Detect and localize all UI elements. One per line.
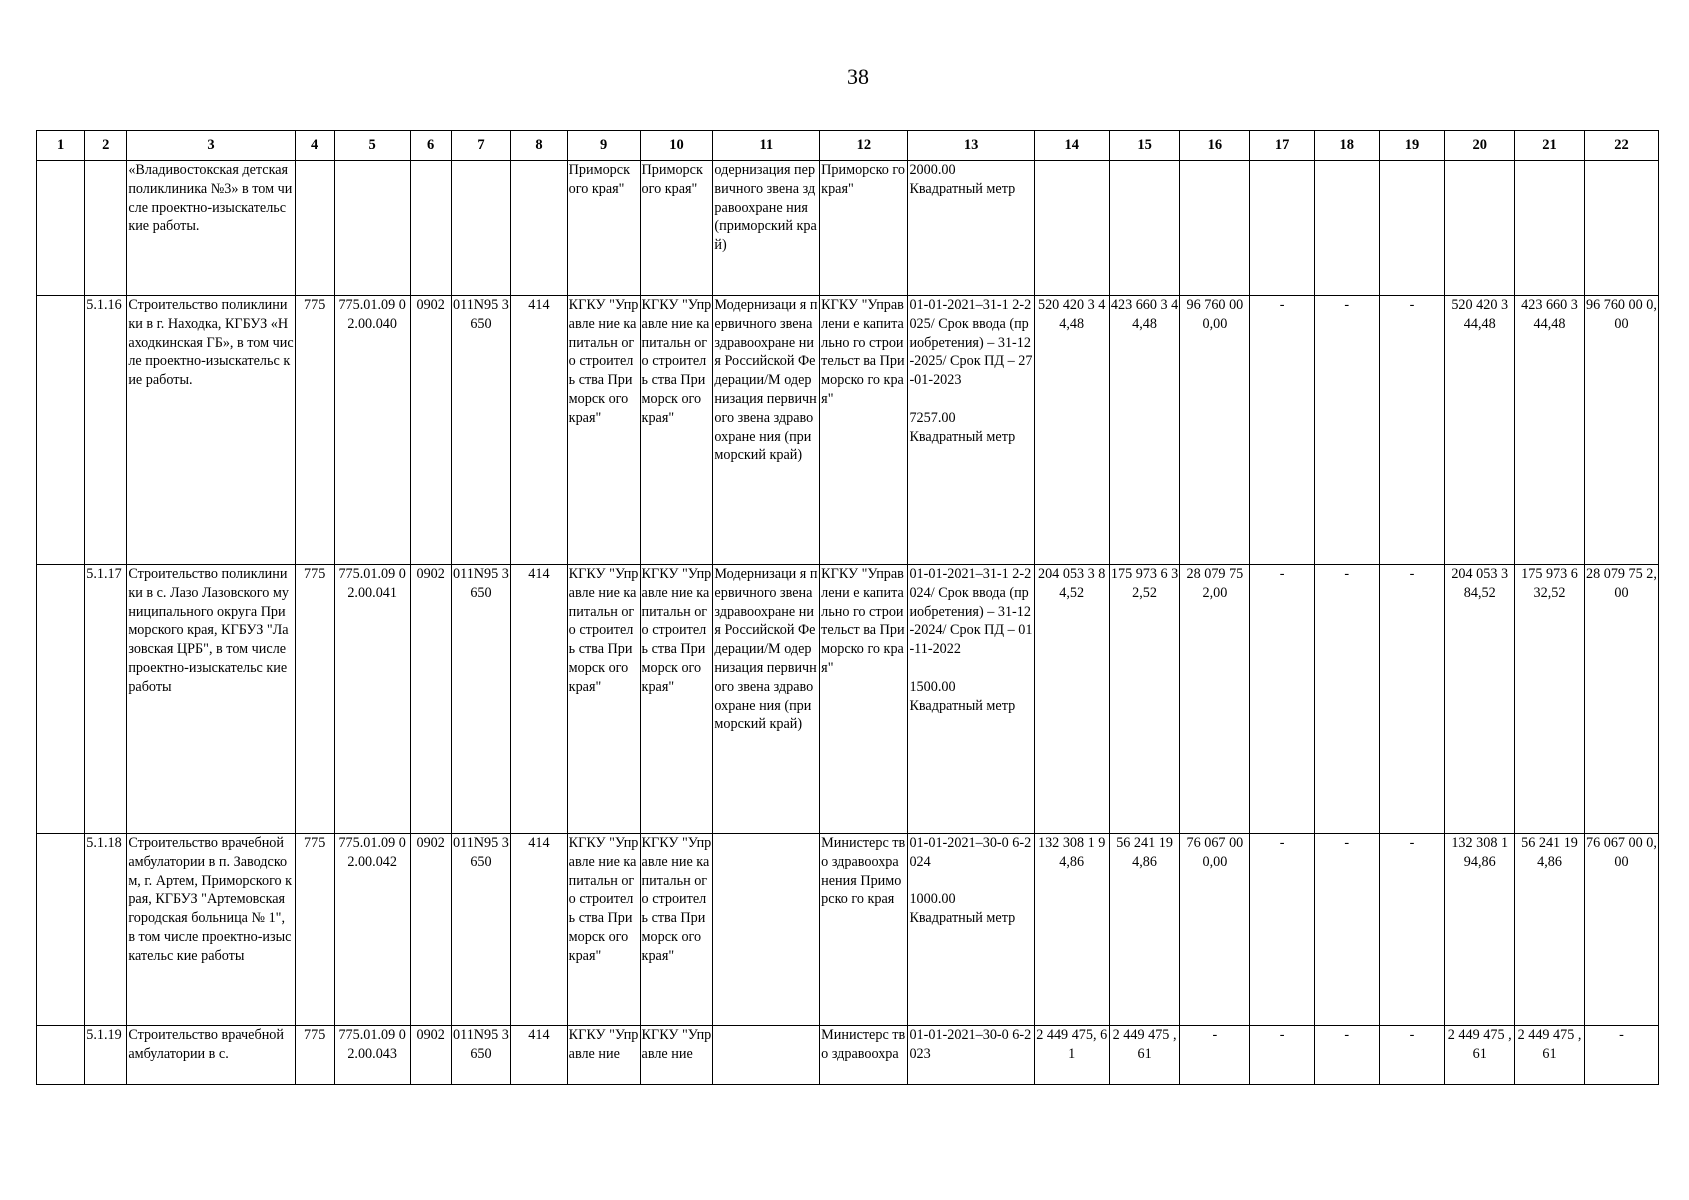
table-cell: - (1314, 1026, 1379, 1085)
table-cell: 96 760 00 0,00 (1584, 296, 1658, 565)
table-cell: «Владивостокская детская поликлиника №3» в том числе проектно-изыскательс кие работы. (127, 161, 295, 296)
table-row (37, 296, 1659, 565)
table-cell: - (1180, 1026, 1250, 1085)
column-header-19: 19 (1379, 131, 1445, 161)
column-header-15: 15 (1109, 131, 1180, 161)
table-cell: 520 420 3 44,48 (1445, 296, 1515, 565)
table-cell: КГКУ "Управле ние капитальн ого строитель ства Приморск ого края" (567, 565, 640, 834)
table-cell: Приморск ого края" (567, 161, 640, 296)
table-cell (1034, 161, 1109, 296)
table-cell: Строительство поликлиники в г. Находка, КГБУЗ «Находкинская ГБ», в том числе проектно-изыскательс кие работы. (127, 296, 295, 565)
table-cell: 414 (511, 834, 567, 1026)
column-header-5: 5 (334, 131, 410, 161)
table-cell (37, 296, 85, 565)
table-cell: 2 449 475, 61 (1034, 1026, 1109, 1085)
table-cell: КГКУ "Управле ние капитальн ого строитель ства Приморск ого края" (640, 296, 713, 565)
table-cell: 28 079 75 2,00 (1584, 565, 1658, 834)
table-cell: КГКУ "Управле ние капитальн ого строитель ства Приморск ого края" (567, 296, 640, 565)
table-cell: 01-01-2021–31-1 2-2025/ Срок ввода (приобретения) – 31-12-2025/ Срок ПД – 27-01-2023 7257.00 Квадратный метр (908, 296, 1034, 565)
table-cell: 2000.00 Квадратный метр (908, 161, 1034, 296)
table-cell: КГКУ "Управле ние капитальн ого строитель ства Приморск ого края" (567, 834, 640, 1026)
table-cell: 011N95 3650 (451, 565, 511, 834)
table-cell: 204 053 3 84,52 (1445, 565, 1515, 834)
column-header-17: 17 (1250, 131, 1315, 161)
column-header-18: 18 (1314, 131, 1379, 161)
column-header-9: 9 (567, 131, 640, 161)
table-cell (1445, 161, 1515, 296)
table-cell: - (1314, 296, 1379, 565)
table-cell (1180, 161, 1250, 296)
table-cell (85, 161, 127, 296)
table-cell: 011N95 3650 (451, 834, 511, 1026)
column-header-14: 14 (1034, 131, 1109, 161)
budget-table (36, 130, 1659, 1085)
table-cell: 775 (295, 834, 334, 1026)
table-cell: 011N95 3650 (451, 1026, 511, 1085)
table-cell: 01-01-2021–30-0 6-2024 1000.00 Квадратный метр (908, 834, 1034, 1026)
table-cell: - (1250, 565, 1315, 834)
table-cell: одернизация первичного звена здравоохране ния (приморский край) (713, 161, 820, 296)
table-cell (1109, 161, 1180, 296)
column-header-11: 11 (713, 131, 820, 161)
table-cell: КГКУ "Управле ние капитальн ого строитель ства Приморск ого края" (640, 565, 713, 834)
column-header-22: 22 (1584, 131, 1658, 161)
table-cell: 132 308 1 94,86 (1445, 834, 1515, 1026)
table-cell: 423 660 3 44,48 (1109, 296, 1180, 565)
table-cell (334, 161, 410, 296)
table-cell: 56 241 19 4,86 (1515, 834, 1585, 1026)
table-row (37, 1026, 1659, 1085)
table-cell: 76 067 00 0,00 (1180, 834, 1250, 1026)
table-cell: 414 (511, 1026, 567, 1085)
table-cell: Министерс тво здравоохра (820, 1026, 908, 1085)
column-header-8: 8 (511, 131, 567, 161)
table-cell (1584, 161, 1658, 296)
table-cell: 011N95 3650 (451, 296, 511, 565)
table-cell: Строительство врачебной амбулатории в п. Заводском, г. Артем, Приморского края, КГБУЗ "Артемовская городская больница № 1", в том числе проектно-изыскательс кие работы (127, 834, 295, 1026)
table-cell (295, 161, 334, 296)
table-cell: 775.01.09 02.00.042 (334, 834, 410, 1026)
table-cell (37, 161, 85, 296)
table-cell: 775 (295, 1026, 334, 1085)
table-cell: 5.1.16 (85, 296, 127, 565)
header-row (37, 131, 1659, 161)
table-cell: - (1250, 296, 1315, 565)
table-row (37, 834, 1659, 1026)
table-cell: 28 079 75 2,00 (1180, 565, 1250, 834)
table-cell: - (1250, 834, 1315, 1026)
table-cell: - (1379, 834, 1445, 1026)
table-cell: 5.1.17 (85, 565, 127, 834)
table-cell: Приморск ого края" (640, 161, 713, 296)
table-cell: 775.01.09 02.00.043 (334, 1026, 410, 1085)
column-header-10: 10 (640, 131, 713, 161)
table-cell: 414 (511, 296, 567, 565)
table-cell (713, 834, 820, 1026)
table-cell: 2 449 475 ,61 (1445, 1026, 1515, 1085)
table-cell: 76 067 00 0,00 (1584, 834, 1658, 1026)
table-cell: Модернизаци я первичного звена здравоохране ния Российской Федерации/М одернизация первичного звена здравоохране ния (приморский край) (713, 565, 820, 834)
table-cell: 0902 (410, 296, 451, 565)
table-cell: - (1314, 834, 1379, 1026)
table-cell: 0902 (410, 834, 451, 1026)
table-cell: 56 241 19 4,86 (1109, 834, 1180, 1026)
table-cell: 775.01.09 02.00.041 (334, 565, 410, 834)
column-header-7: 7 (451, 131, 511, 161)
table-row (37, 565, 1659, 834)
column-header-13: 13 (908, 131, 1034, 161)
table-cell (1379, 161, 1445, 296)
table-cell (1515, 161, 1585, 296)
table-cell: КГКУ "Управле ние (640, 1026, 713, 1085)
table-cell: Строительство врачебной амбулатории в с. (127, 1026, 295, 1085)
table-cell: 204 053 3 84,52 (1034, 565, 1109, 834)
table-cell: 0902 (410, 565, 451, 834)
table-cell: - (1314, 565, 1379, 834)
column-header-2: 2 (85, 131, 127, 161)
table-cell: Министерс тво здравоохра нения Приморско го края (820, 834, 908, 1026)
column-header-16: 16 (1180, 131, 1250, 161)
table-cell: КГКУ "Управле ние (567, 1026, 640, 1085)
table-cell: 775 (295, 565, 334, 834)
table-cell: 175 973 6 32,52 (1109, 565, 1180, 834)
table-cell: Приморско го края" (820, 161, 908, 296)
table-cell: КГКУ "Управле ние капитальн ого строитель ства Приморск ого края" (640, 834, 713, 1026)
table-cell: 5.1.19 (85, 1026, 127, 1085)
table-cell: - (1379, 1026, 1445, 1085)
column-header-3: 3 (127, 131, 295, 161)
table-cell: 0902 (410, 1026, 451, 1085)
table-cell: 2 449 475 ,61 (1515, 1026, 1585, 1085)
table-cell: 132 308 1 94,86 (1034, 834, 1109, 1026)
column-header-21: 21 (1515, 131, 1585, 161)
column-header-1: 1 (37, 131, 85, 161)
page-number: 38 (847, 64, 869, 89)
table-cell: - (1584, 1026, 1658, 1085)
table-cell (1250, 161, 1315, 296)
table-cell: 01-01-2021–30-0 6-2023 (908, 1026, 1034, 1085)
table-row (37, 161, 1659, 296)
column-header-4: 4 (295, 131, 334, 161)
table-cell: - (1379, 565, 1445, 834)
table-cell: КГКУ "Управлени е капитально го строительст ва Приморско го края" (820, 296, 908, 565)
table-cell (410, 161, 451, 296)
table-cell: 01-01-2021–31-1 2-2024/ Срок ввода (приобретения) – 31-12-2024/ Срок ПД – 01-11-2022 1500.00 Квадратный метр (908, 565, 1034, 834)
table-cell (37, 834, 85, 1026)
table-cell: Строительство поликлиники в с. Лазо Лазовского муниципального округа Приморского края, КГБУЗ "Лазовская ЦРБ", в том числе проектно-изыскательс кие работы (127, 565, 295, 834)
table-cell (1314, 161, 1379, 296)
column-header-6: 6 (410, 131, 451, 161)
column-header-12: 12 (820, 131, 908, 161)
table-cell: 175 973 6 32,52 (1515, 565, 1585, 834)
table-cell: 423 660 3 44,48 (1515, 296, 1585, 565)
table-cell: 775.01.09 02.00.040 (334, 296, 410, 565)
table-cell (37, 1026, 85, 1085)
column-header-20: 20 (1445, 131, 1515, 161)
table-cell: - (1250, 1026, 1315, 1085)
table-cell (451, 161, 511, 296)
table-cell (713, 1026, 820, 1085)
table-cell: 96 760 00 0,00 (1180, 296, 1250, 565)
table-cell: КГКУ "Управлени е капитально го строительст ва Приморско го края" (820, 565, 908, 834)
table-cell (511, 161, 567, 296)
table-cell: 5.1.18 (85, 834, 127, 1026)
table-cell: Модернизаци я первичного звена здравоохране ния Российской Федерации/М одернизация первичного звена здравоохране ния (приморский край) (713, 296, 820, 565)
table-cell: 2 449 475 ,61 (1109, 1026, 1180, 1085)
table-cell: - (1379, 296, 1445, 565)
table-cell (37, 565, 85, 834)
table-cell: 520 420 3 44,48 (1034, 296, 1109, 565)
table-cell: 414 (511, 565, 567, 834)
table-cell: 775 (295, 296, 334, 565)
